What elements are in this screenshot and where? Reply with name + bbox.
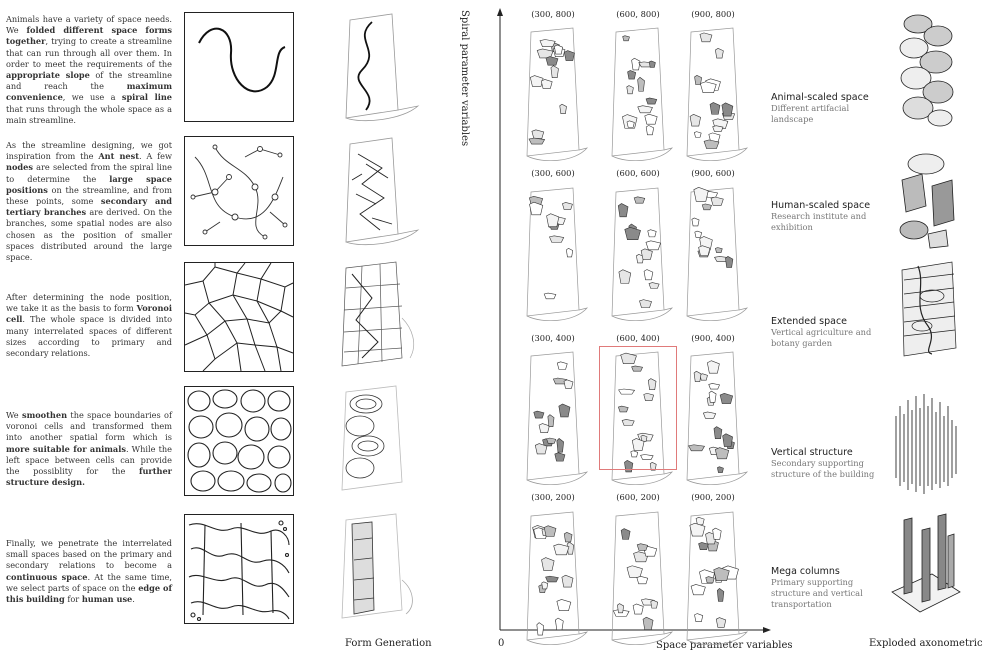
highlight-frame-600-400 xyxy=(599,346,677,470)
tower-variant xyxy=(602,184,674,326)
y-axis-label: Spiral parameter variables xyxy=(459,10,470,147)
paragraph-continuous: Finally, we penetrate the interrelated small spaces based on the primary and secondary relations to become a continuous space. At the same time, we select parts of space on the edge of this building for human use. xyxy=(6,538,173,605)
tower-variant xyxy=(677,24,749,166)
layer-human-space xyxy=(892,150,960,254)
coord-label: (300, 200) xyxy=(531,492,575,502)
coord-label: (600, 200) xyxy=(616,492,660,502)
x-axis-label: Space parameter variables xyxy=(656,640,793,651)
coord-label: (300, 400) xyxy=(531,333,575,343)
tower-variant xyxy=(677,348,749,490)
tower-variant xyxy=(602,508,674,650)
coord-label: (300, 600) xyxy=(531,168,575,178)
legend-title-animal: Animal-scaled space xyxy=(771,92,869,103)
paragraph-smoothen: We smoothen the space boundaries of voronoi cells and transformed them into another spatial form which is more suitable for animals. While the left space between cells can provide the possiblity for the further structure design. xyxy=(6,410,172,488)
caption-exploded-axonometric: Exploded axonometric xyxy=(869,638,983,649)
legend-title-mega: Mega columns xyxy=(771,566,840,577)
layer-extended-space xyxy=(892,256,960,364)
legend-sub-human: Research institute and exhibition xyxy=(771,211,867,232)
layer-mega-columns xyxy=(892,500,960,622)
legend-sub-mega: Primary supporting structure and vertical transportation xyxy=(771,577,863,609)
paragraph-ant-nest: As the streamline designing, we got inspiration from the Ant nest. A few nodes are selected from the spiral line to determine the large space positions on the streamline, and from these points, some secondary and tertiary branches are derived. On the branches, some spatial nodes are also chosen as the position of smaller spaces distributed around the large space. xyxy=(6,140,172,263)
tower-variant xyxy=(677,508,749,650)
layer-vertical-structure xyxy=(892,386,960,500)
coord-label: (600, 400) xyxy=(616,333,660,343)
coord-label: (900, 200) xyxy=(691,492,735,502)
legend-title-extended: Extended space xyxy=(771,316,848,327)
tower-variant xyxy=(602,24,674,166)
paragraph-voronoi: After determining the node position, we take it as the basis to form Voronoi cell. The whole space is divided into many interrelated spaces of different sizes according to primary and secondary relations. xyxy=(6,292,172,359)
coord-label: (900, 400) xyxy=(691,333,735,343)
caption-form-generation: Form Generation xyxy=(345,638,432,649)
paragraph-spiral: Animals have a variety of space needs. We folded different space forms together, trying to create a streamline that can run through all over them. In order to meet the requirements of the appropriate slope of the streamline and reach the maximum convenience, we use a spiral line that runs through the whole space as a main streamline. xyxy=(6,14,172,125)
tower-variant xyxy=(517,184,589,326)
tower-variant xyxy=(517,508,589,650)
legend-sub-vertical: Secondary supporting structure of the building xyxy=(771,458,875,479)
tower-variant xyxy=(517,348,589,490)
legend-title-human: Human-scaled space xyxy=(771,200,871,211)
legend-sub-extended: Vertical agriculture and botany garden xyxy=(771,327,872,348)
coord-label: (600, 600) xyxy=(616,168,660,178)
coord-label: (900, 600) xyxy=(691,168,735,178)
layer-animal-space xyxy=(892,12,960,134)
legend-sub-animal: Different artifacial landscape xyxy=(771,103,850,124)
axis-origin: 0 xyxy=(498,638,505,649)
legend-title-vertical: Vertical structure xyxy=(771,447,853,458)
coord-label: (600, 800) xyxy=(616,9,660,19)
coord-label: (300, 800) xyxy=(531,9,575,19)
coord-label: (900, 800) xyxy=(691,9,735,19)
tower-variant xyxy=(517,24,589,166)
tower-variant xyxy=(677,184,749,326)
